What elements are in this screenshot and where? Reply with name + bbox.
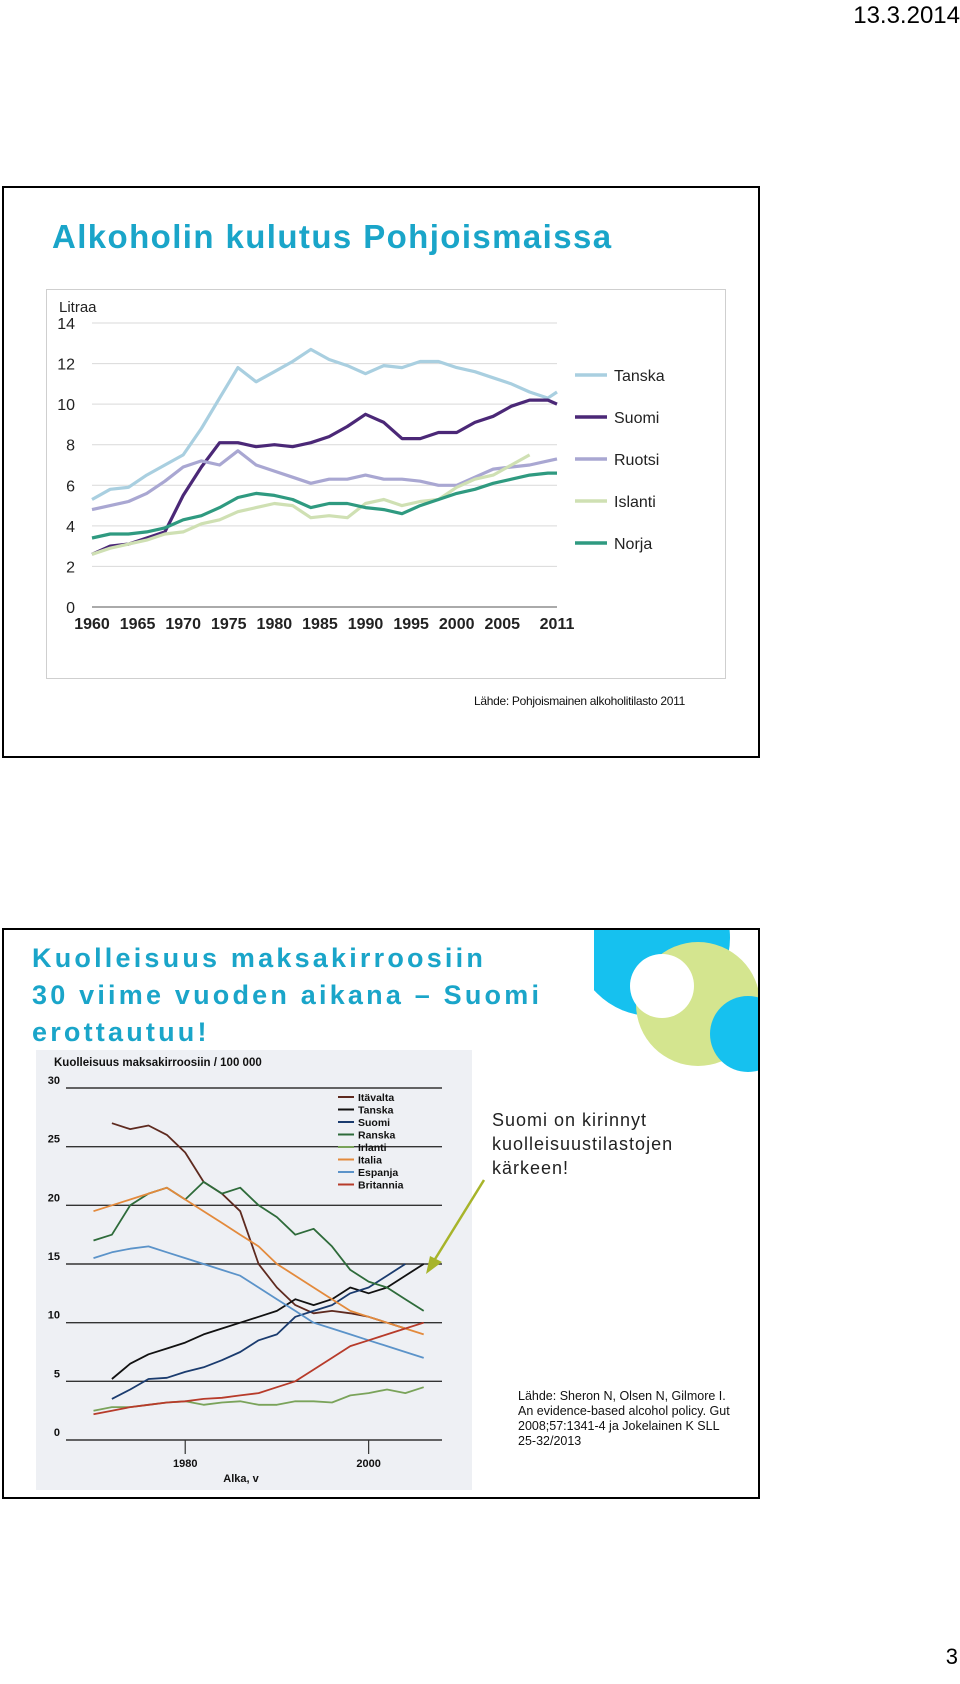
legend-label: Ranska <box>358 1129 396 1142</box>
y-tick-label: 30 <box>47 1075 60 1087</box>
x-tick-label: 1980 <box>172 1458 198 1470</box>
y-tick-label: 8 <box>66 437 75 455</box>
y-tick-label: 25 <box>47 1133 60 1146</box>
y-axis-label: Litraa <box>59 299 97 316</box>
series-line-ruotsi <box>92 451 557 510</box>
x-axis-label: Alka, v <box>223 1473 259 1485</box>
highlight-note: Suomi on kirinnyt kuolleisuustilastojen kärkeen! <box>492 1110 674 1178</box>
legend-label: Italia <box>358 1154 382 1167</box>
legend-label: Ruotsi <box>614 452 660 469</box>
cirrhosis-chart-svg <box>36 1050 472 1490</box>
y-tick-label: 12 <box>57 356 75 374</box>
x-tick-label: 1975 <box>210 616 247 633</box>
series-line-britannia <box>94 1323 424 1415</box>
legend-label: Islanti <box>614 494 656 511</box>
x-tick-label: 2000 <box>438 616 475 633</box>
x-tick-label: 1965 <box>119 616 156 633</box>
legend-label: Norja <box>614 536 653 553</box>
slide-cirrhosis-mortality <box>2 928 760 1499</box>
legend-label: Tanska <box>614 368 665 385</box>
y-tick-label: 0 <box>66 600 75 617</box>
x-tick-label: 2011 <box>539 616 575 633</box>
header-date: 13.3.2014 <box>853 2 960 29</box>
slide-title: Kuolleisuus maksakirroosiin 30 viime vuoden aikana – Suomi erottautuu! <box>32 943 543 1047</box>
legend-label: Britannia <box>358 1179 404 1192</box>
y-tick-label: 10 <box>57 397 75 415</box>
legend-label: Suomi <box>358 1117 391 1129</box>
y-tick-label: 14 <box>57 316 75 333</box>
x-tick-label: 1990 <box>347 616 384 633</box>
legend-label: Itävalta <box>358 1092 395 1104</box>
legend-label: Tanska <box>358 1104 394 1117</box>
y-tick-label: 2 <box>66 559 75 577</box>
y-tick-label: 5 <box>53 1368 60 1381</box>
x-tick-label: 1995 <box>393 616 429 633</box>
decorative-white-circle <box>630 954 694 1018</box>
slide-alcohol-consumption <box>2 186 760 758</box>
y-tick-label: 6 <box>66 478 75 496</box>
decorative-circles-graphic <box>594 928 760 1076</box>
y-tick-label: 10 <box>47 1309 60 1322</box>
x-tick-label: 1960 <box>74 616 110 633</box>
cirrhosis-chart <box>36 1050 472 1490</box>
series-line-suomi <box>112 1264 405 1399</box>
consumption-chart <box>46 289 726 679</box>
legend-label: Espanja <box>358 1167 399 1179</box>
x-tick-label: 1970 <box>165 616 201 633</box>
source-note: Lähde: Sheron N, Olsen N, Gilmore I. An evidence-based alcohol policy. Gut 2008;57:1341-4 ja Jokelainen K SLL 25-32/2013 <box>518 1389 730 1448</box>
x-tick-label: 2005 <box>484 616 521 633</box>
chart-title: Kuolleisuus maksakirroosiin / 100 000 <box>54 1057 262 1069</box>
slide-title: Alkoholin kulutus Pohjoismaissa <box>52 218 613 255</box>
y-tick-label: 15 <box>47 1251 60 1263</box>
source-note: Lähde: Pohjoismainen alkoholitilasto 2011 <box>474 694 685 708</box>
page-number: 3 <box>945 1644 958 1669</box>
y-tick-label: 4 <box>66 518 75 536</box>
x-tick-label: 2000 <box>356 1458 381 1470</box>
series-line-italia <box>94 1188 424 1335</box>
arrow-icon <box>422 1174 492 1274</box>
x-tick-label: 1980 <box>256 616 293 633</box>
y-tick-label: 20 <box>47 1192 60 1205</box>
legend-label: Suomi <box>614 410 660 427</box>
x-tick-label: 1985 <box>302 616 338 633</box>
series-line-irlanti <box>94 1387 424 1411</box>
y-tick-label: 0 <box>53 1427 60 1439</box>
legend-label: Irlanti <box>358 1142 387 1154</box>
consumption-chart-svg <box>47 290 725 678</box>
